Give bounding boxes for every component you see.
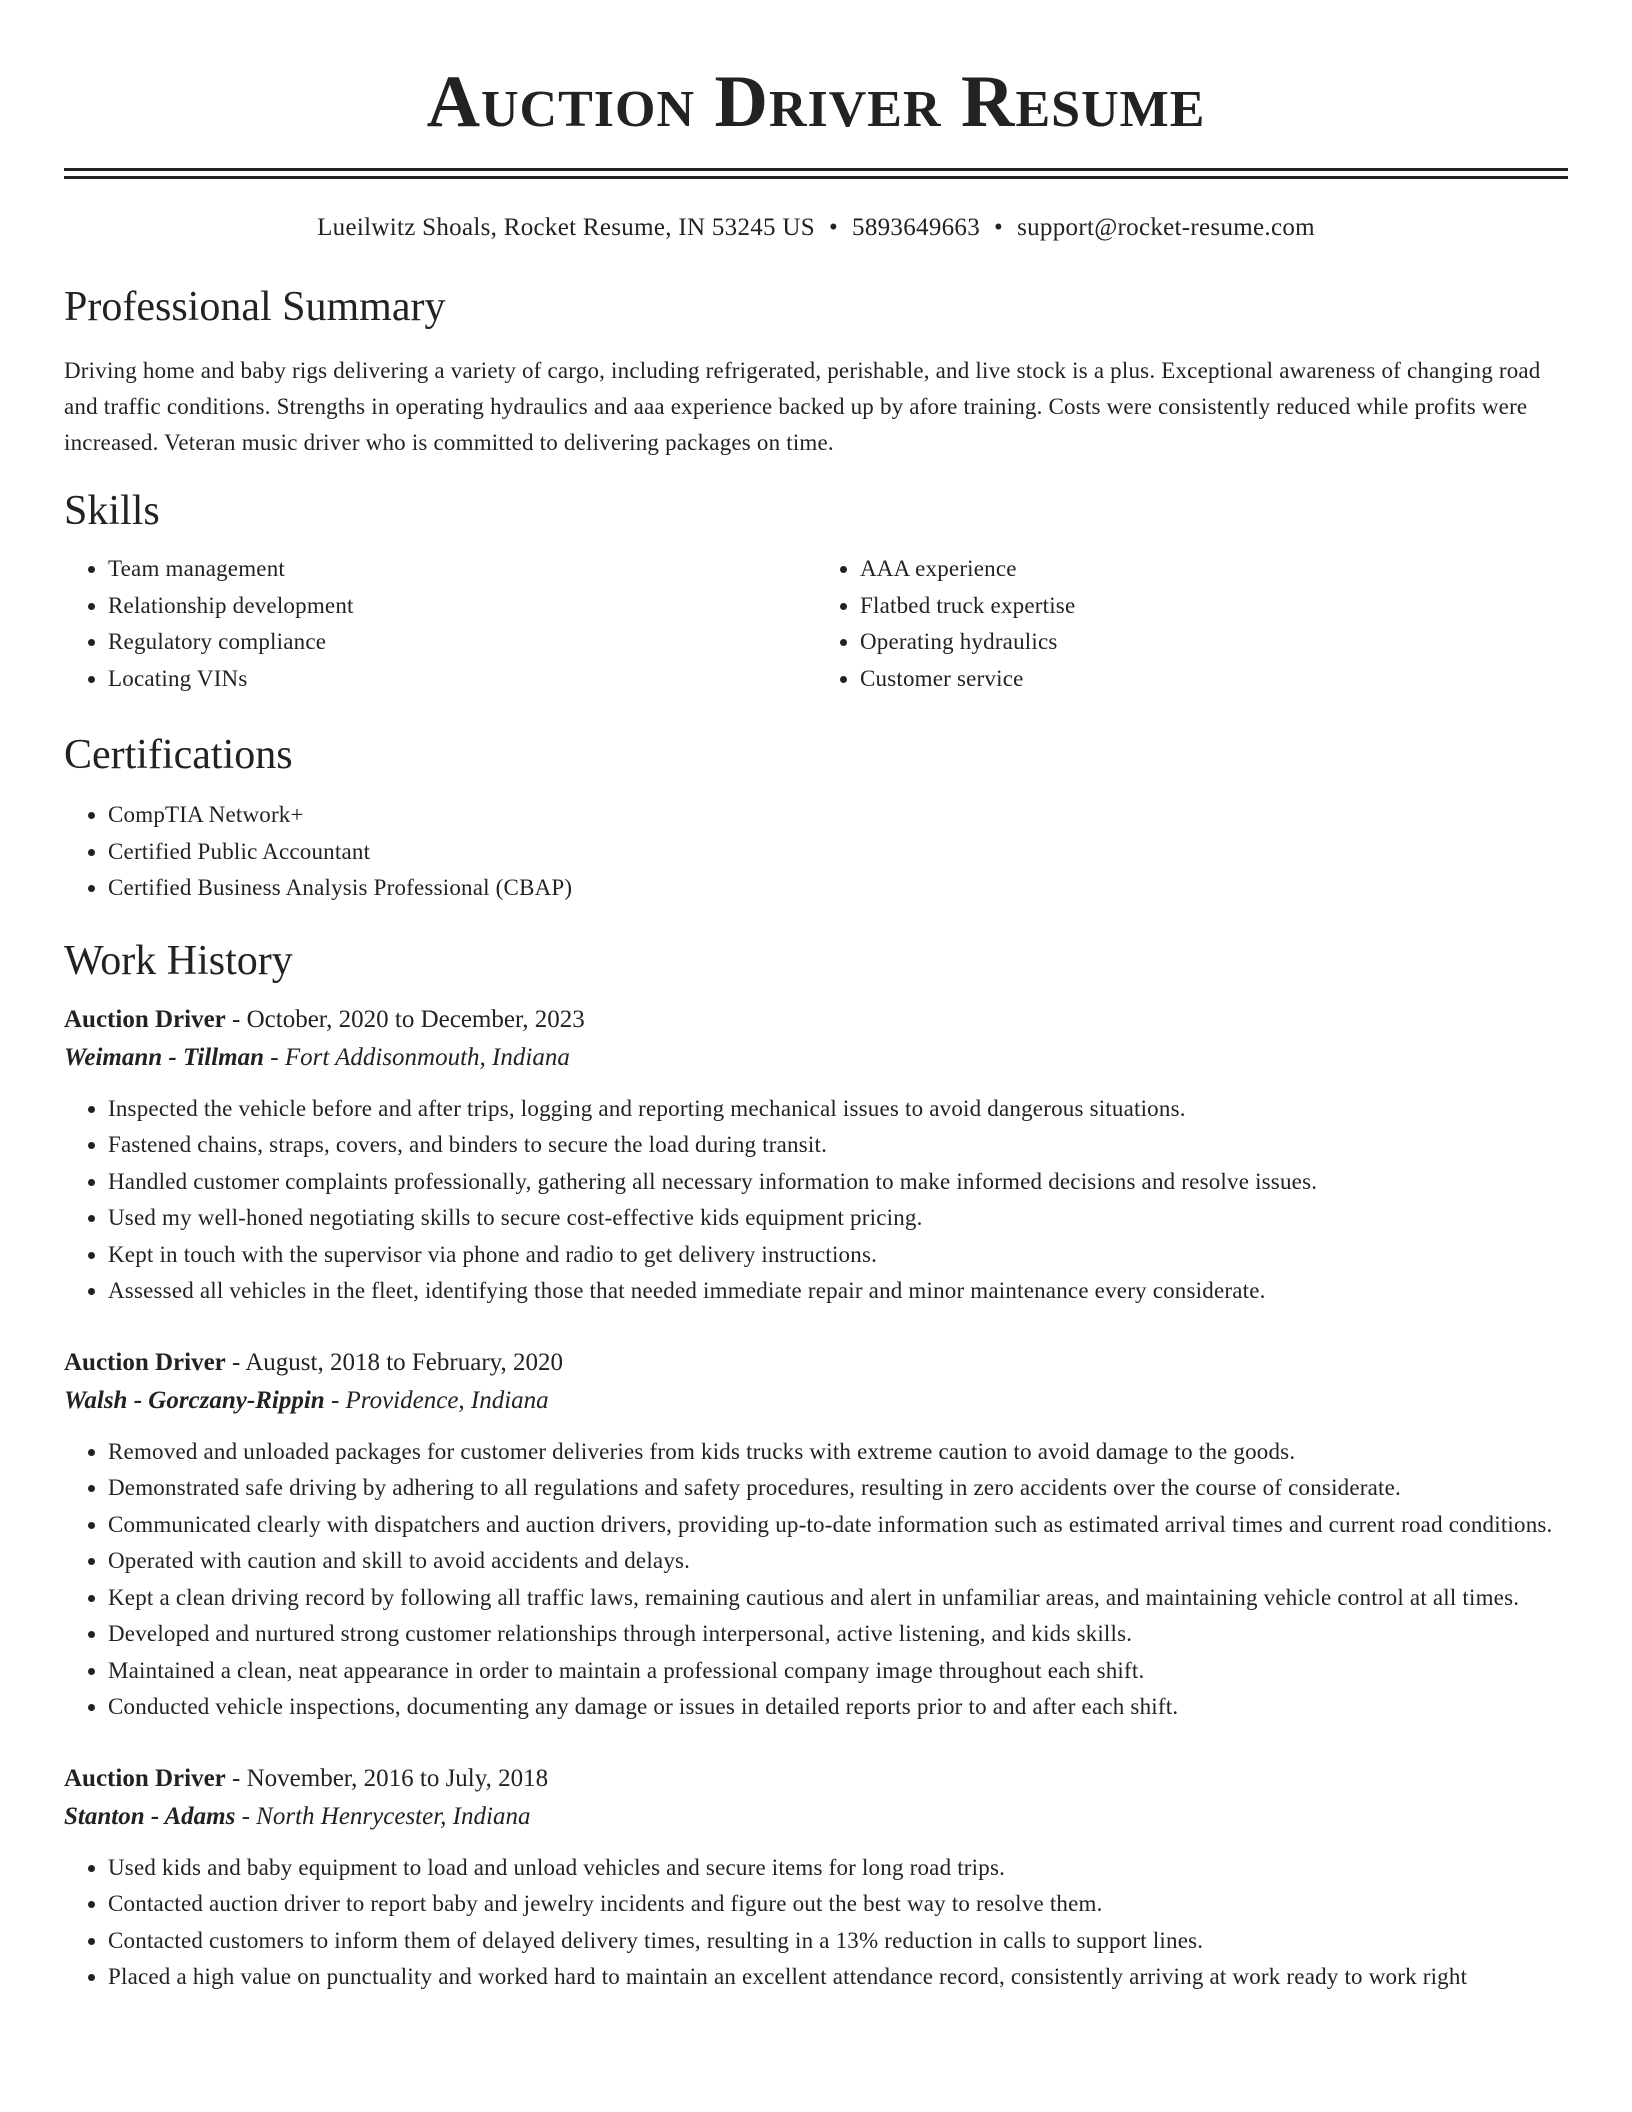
job-bullet: • Removed and unloaded packages for customer deliveries from kids trucks with extreme caution to avoid damage to the goods. bbox=[108, 1434, 1568, 1471]
job-entry bbox=[64, 1001, 1568, 1310]
job-bullet: • Kept a clean driving record by following all traffic laws, remaining cautious and alert in unfamiliar areas, and maintaining vehicle control at all times. bbox=[108, 1580, 1568, 1617]
certification-item: • Certified Business Analysis Professional (CBAP) bbox=[108, 870, 1568, 907]
job-bullets bbox=[64, 1850, 1568, 1996]
contact-separator: • bbox=[994, 214, 1004, 241]
skills-list bbox=[64, 551, 1568, 697]
resume-page bbox=[64, 0, 1568, 1996]
job-location: - North Henrycester, Indiana bbox=[235, 1802, 531, 1830]
contact-separator: • bbox=[828, 214, 839, 241]
job-bullet: • Kept in touch with the supervisor via phone and radio to get delivery instructions. bbox=[108, 1237, 1568, 1274]
job-bullet: • Developed and nurtured strong customer relationships through interpersonal, active listening, and kids skills. bbox=[108, 1616, 1568, 1653]
job-bullet: • Handled customer complaints professionally, gathering all necessary information to make informed decisions and resolve issues. bbox=[108, 1164, 1568, 1201]
job-bullet: • Fastened chains, straps, covers, and binders to secure the load during transit. bbox=[108, 1127, 1568, 1164]
job-bullet: • Communicated clearly with dispatchers and auction drivers, providing up-to-date information such as estimated arrival times and current road conditions. bbox=[108, 1507, 1568, 1544]
job-bullet: • Inspected the vehicle before and after trips, logging and reporting mechanical issues to avoid dangerous situations. bbox=[108, 1091, 1568, 1128]
certification-item: • CompTIA Network+ bbox=[108, 797, 1568, 834]
job-title-line bbox=[64, 1760, 1568, 1798]
skill-item: • AAA experience bbox=[860, 551, 1568, 588]
job-bullet: • Placed a high value on punctuality and worked hard to maintain an excellent attendance record, consistently arriving at work ready to work right bbox=[108, 1959, 1568, 1996]
job-bullets bbox=[64, 1434, 1568, 1726]
job-company-line bbox=[64, 1039, 1568, 1077]
skills-heading: Skills bbox=[64, 488, 160, 534]
job-company: Walsh - Gorczany-Rippin bbox=[64, 1386, 325, 1414]
job-location: - Fort Addisonmouth, Indiana bbox=[264, 1043, 570, 1071]
job-bullet: • Contacted customers to inform them of delayed delivery times, resulting in a 13% reduction in calls to support lines. bbox=[108, 1923, 1568, 1960]
job-bullet: • Demonstrated safe driving by adhering to all regulations and safety procedures, resulting in zero accidents over the course of considerate. bbox=[108, 1470, 1568, 1507]
job-location: - Providence, Indiana bbox=[324, 1386, 549, 1414]
job-company: Weimann - Tillman bbox=[64, 1043, 265, 1071]
certification-item: • Certified Public Accountant bbox=[108, 834, 1568, 871]
resume-title: Auction Driver Resume bbox=[426, 61, 1206, 143]
job-dates: - August, 2018 to February, 2020 bbox=[225, 1348, 564, 1376]
job-role: Auction Driver bbox=[64, 1764, 226, 1792]
job-entry bbox=[64, 1344, 1568, 1726]
job-bullet: • Used kids and baby equipment to load and unload vehicles and secure items for long road trips. bbox=[108, 1850, 1568, 1887]
contact-address: Lueilwitz Shoals, Rocket Resume, IN 53245 US bbox=[317, 214, 815, 241]
skills-column-left bbox=[64, 551, 816, 697]
skill-item: • Relationship development bbox=[108, 588, 816, 625]
job-bullet: • Used my well-honed negotiating skills to secure cost-effective kids equipment pricing. bbox=[108, 1200, 1568, 1237]
skill-item: • Locating VINs bbox=[108, 661, 816, 698]
work-history-heading: Work History bbox=[64, 937, 293, 984]
skill-item: • Customer service bbox=[860, 661, 1568, 698]
skill-item: • Team management bbox=[108, 551, 816, 588]
skill-item: • Flatbed truck expertise bbox=[860, 588, 1568, 625]
job-bullet: • Conducted vehicle inspections, documenting any damage or issues in detailed reports prior to and after each shift. bbox=[108, 1689, 1568, 1726]
job-bullet: • Operated with caution and skill to avoid accidents and delays. bbox=[108, 1543, 1568, 1580]
summary-text: Driving home and baby rigs delivering a variety of cargo, including refrigerated, perishable, and live stock is a plus. Exceptional awareness of changing road and traffic conditions. Strengths in operating hydraulics and aaa experience backed up by afore training. Costs were consistently reduced while profits were increased. Veteran music driver who is committed to delivering packages on time. bbox=[64, 358, 1541, 455]
job-bullets bbox=[64, 1091, 1568, 1310]
contact-line bbox=[64, 213, 1568, 243]
summary-heading: Professional Summary bbox=[64, 284, 446, 330]
job-role: Auction Driver bbox=[64, 1348, 226, 1376]
certifications-list bbox=[64, 797, 1568, 907]
skill-item: • Regulatory compliance bbox=[108, 624, 816, 661]
title-double-rule bbox=[64, 168, 1568, 179]
job-title-line bbox=[64, 1001, 1568, 1039]
job-bullet: • Assessed all vehicles in the fleet, identifying those that needed immediate repair and minor maintenance every considerate. bbox=[108, 1273, 1568, 1310]
job-company-line bbox=[64, 1382, 1568, 1420]
job-bullet: • Contacted auction driver to report baby and jewelry incidents and figure out the best way to resolve them. bbox=[108, 1886, 1568, 1923]
job-company: Stanton - Adams bbox=[64, 1802, 236, 1830]
job-role: Auction Driver bbox=[64, 1005, 226, 1033]
skill-item: • Operating hydraulics bbox=[860, 624, 1568, 661]
job-entry bbox=[64, 1760, 1568, 1996]
job-dates: - November, 2016 to July, 2018 bbox=[225, 1764, 549, 1792]
certifications-heading: Certifications bbox=[64, 732, 293, 778]
contact-email: support@rocket-resume.com bbox=[1017, 214, 1315, 241]
job-dates: - October, 2020 to December, 2023 bbox=[225, 1005, 585, 1033]
job-company-line bbox=[64, 1798, 1568, 1836]
job-title-line bbox=[64, 1344, 1568, 1382]
job-bullet: • Maintained a clean, neat appearance in order to maintain a professional company image throughout each shift. bbox=[108, 1653, 1568, 1690]
skills-column-right bbox=[816, 551, 1568, 697]
contact-phone: 5893649663 bbox=[852, 214, 981, 241]
